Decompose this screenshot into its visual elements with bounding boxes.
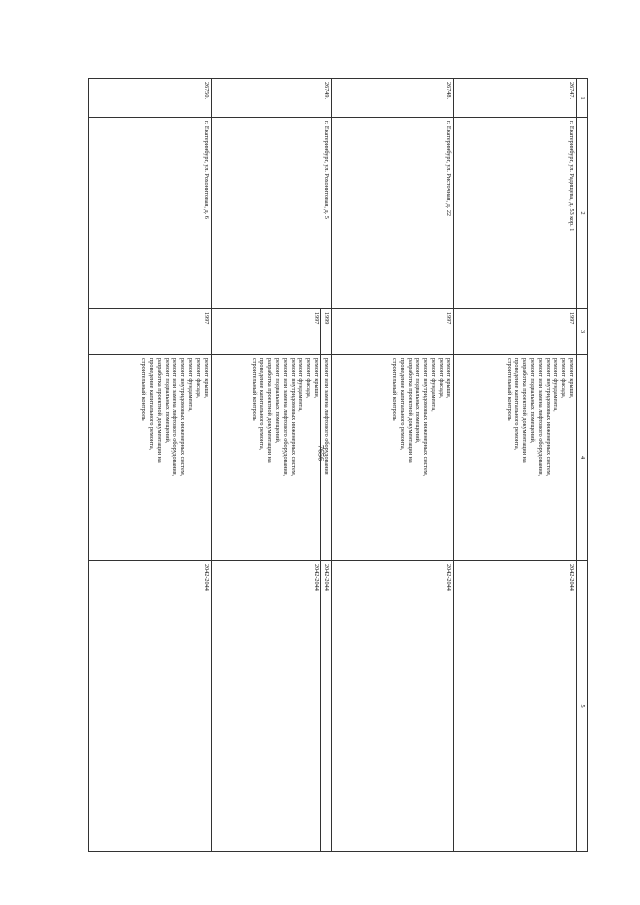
work-item: разработка проектной документации на bbox=[155, 358, 163, 463]
table-body bbox=[89, 79, 577, 852]
commission-year-cell bbox=[89, 309, 212, 355]
work-item: ремонт подвальных помещений, bbox=[414, 358, 422, 444]
period-cell bbox=[454, 561, 577, 852]
year-value: 1997 bbox=[568, 312, 575, 325]
work-item: ремонт фундамента, bbox=[297, 358, 305, 412]
period-cell bbox=[211, 561, 331, 852]
address-cell: г. Екатеринбург, ул. Ристочная, д. 22 bbox=[332, 118, 455, 309]
period-value: 2042-2044 bbox=[445, 564, 453, 591]
work-item: разработка проектной документации на bbox=[521, 358, 529, 463]
period-value: 2042-2044 bbox=[202, 564, 210, 591]
period-value: 2042-2044 bbox=[320, 561, 331, 851]
period-cell bbox=[89, 561, 212, 852]
page-number-text: 7656 bbox=[316, 445, 326, 461]
works-cell bbox=[211, 355, 331, 561]
work-item: ремонт подвальных помещений, bbox=[529, 358, 537, 444]
year-value: 1999 bbox=[320, 309, 331, 354]
works-cell bbox=[454, 355, 577, 561]
work-item: ремонт внутридомовых инженерных систем, bbox=[179, 358, 187, 477]
work-item: ремонт крыши, bbox=[202, 358, 210, 399]
header-col-1: 1 bbox=[577, 79, 588, 118]
work-item: ремонт или замена лифтового оборудования, bbox=[281, 358, 289, 477]
work-item: разработка проектной документации на bbox=[406, 358, 414, 463]
table-row bbox=[89, 79, 212, 852]
header-col-3: 3 bbox=[577, 309, 588, 355]
header-col-2: 2 bbox=[577, 118, 588, 309]
year-value: 1997 bbox=[445, 312, 453, 325]
works-list bbox=[139, 358, 209, 557]
work-item: разработка проектной документации на bbox=[266, 358, 274, 463]
address-cell: г. Екатеринбург, ул. Рохонитовая, д. 5 bbox=[211, 118, 331, 309]
rotated-table-frame bbox=[88, 78, 588, 846]
works-cell bbox=[332, 355, 455, 561]
work-item: ремонт внутридомовых инженерных систем, bbox=[289, 358, 297, 477]
work-item: ремонт фундамента, bbox=[552, 358, 560, 412]
work-item: проведение капитального ремонта, bbox=[258, 358, 266, 451]
address-cell: г. Екатеринбург, ул. Радищева, д. 53 кор. 1 bbox=[454, 118, 577, 309]
work-item: ремонт подвальных помещений, bbox=[163, 358, 171, 444]
table-header-row bbox=[577, 79, 588, 852]
works-list bbox=[320, 355, 331, 560]
work-item: ремонт фасада, bbox=[437, 358, 445, 399]
work-item: ремонт или замена лифтового оборудования, bbox=[171, 358, 179, 477]
period-value: 2042-2044 bbox=[568, 564, 575, 591]
commission-year-cell bbox=[211, 309, 331, 355]
row-number-cell: 26749. bbox=[211, 79, 331, 118]
work-item: ремонт или замена лифтового оборудования bbox=[323, 358, 330, 475]
work-item: проведение капитального ремонта, bbox=[513, 358, 521, 451]
works-list bbox=[390, 358, 452, 557]
work-item: ремонт подвальных помещений, bbox=[274, 358, 282, 444]
work-item: ремонт крыши, bbox=[445, 358, 453, 399]
work-item: ремонт фундамента, bbox=[186, 358, 194, 412]
works-list bbox=[505, 358, 575, 557]
period-cell bbox=[332, 561, 455, 852]
work-item: строительный контроль bbox=[140, 358, 148, 421]
row-number-cell: 26748. bbox=[332, 79, 455, 118]
header-col-4: 4 bbox=[577, 355, 588, 561]
header-col-5: 5 bbox=[577, 561, 588, 852]
year-value: 1997 bbox=[313, 312, 320, 325]
table-row bbox=[332, 79, 455, 852]
work-item: ремонт фасада, bbox=[305, 358, 313, 399]
work-item: строительный контроль bbox=[505, 358, 513, 421]
work-item: ремонт внутридомовых инженерных систем, bbox=[544, 358, 552, 477]
row-number-cell: 26747. bbox=[454, 79, 577, 118]
work-item: проведение капитального ремонта, bbox=[147, 358, 155, 451]
period-value: 2042-2044 bbox=[313, 564, 320, 591]
work-item: строительный контроль bbox=[250, 358, 258, 421]
work-item: ремонт внутридомовых инженерных систем, bbox=[422, 358, 430, 477]
row-number-cell: 26750. bbox=[89, 79, 212, 118]
address-cell: г. Екатеринбург, ул. Рохонитовая, д. 6 bbox=[89, 118, 212, 309]
commission-year-cell bbox=[332, 309, 455, 355]
work-item: проведение капитального ремонта, bbox=[398, 358, 406, 451]
work-item: ремонт крыши, bbox=[568, 358, 575, 399]
repair-schedule-table-wrapper bbox=[88, 78, 588, 846]
work-item: ремонт крыши, bbox=[313, 358, 320, 399]
works-cell bbox=[89, 355, 212, 561]
repair-schedule-table bbox=[88, 78, 588, 852]
year-value: 1997 bbox=[202, 312, 210, 325]
work-item: ремонт или замена лифтового оборудования, bbox=[536, 358, 544, 477]
works-list bbox=[250, 358, 320, 557]
work-item: ремонт фасада, bbox=[194, 358, 202, 399]
table-row bbox=[211, 79, 331, 852]
commission-year-cell bbox=[454, 309, 577, 355]
work-item: ремонт фундамента, bbox=[429, 358, 437, 412]
work-item: строительный контроль bbox=[390, 358, 398, 421]
work-item: ремонт фасада, bbox=[560, 358, 568, 399]
table-row bbox=[454, 79, 577, 852]
